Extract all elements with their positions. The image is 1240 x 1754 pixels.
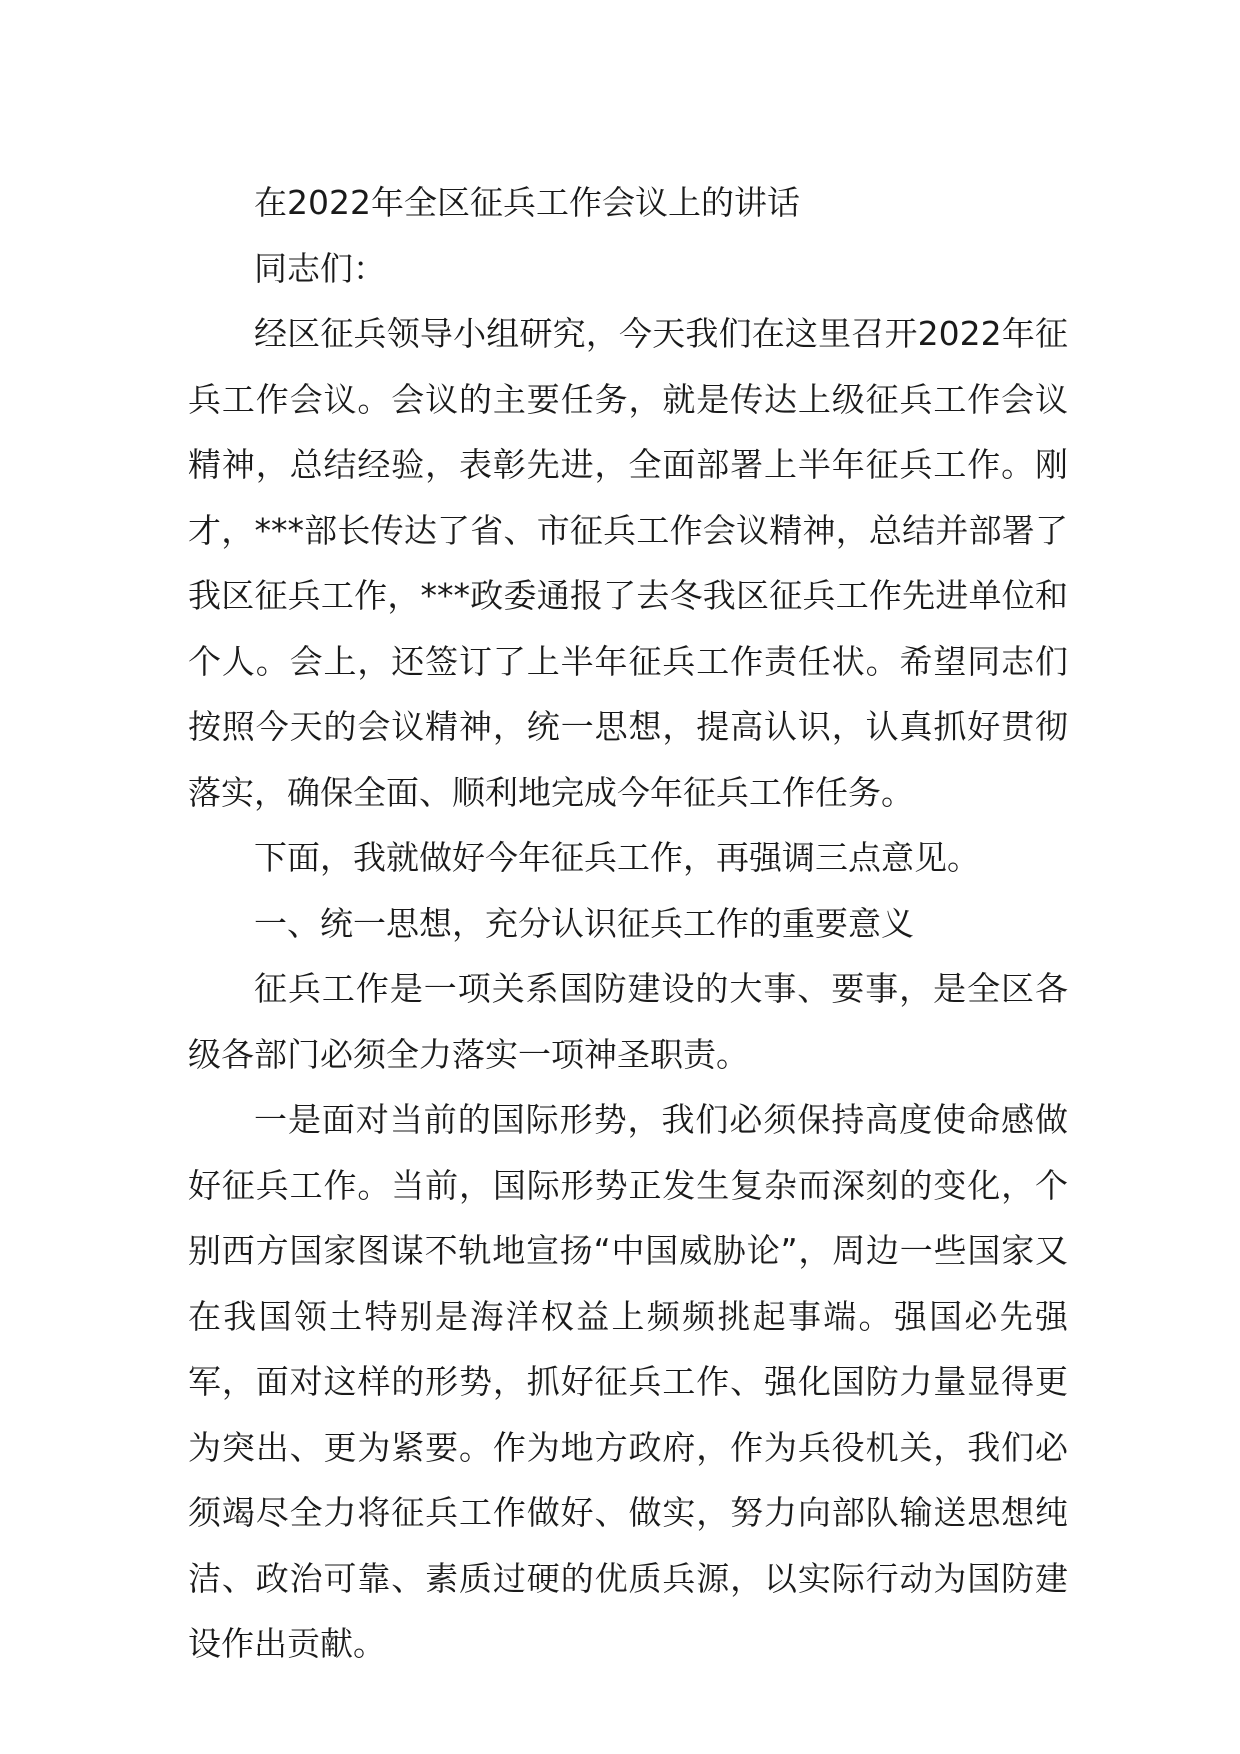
paragraph-line: 素质过硬的优质兵源，以实际行动为国防建设作出贡献。 <box>188 1558 1069 1663</box>
body-paragraph <box>188 825 1068 891</box>
paragraph-line: 下面，我就做好今年征兵工作，再强调三点意见。 <box>254 838 980 877</box>
body-paragraph <box>188 891 1068 957</box>
paragraph-line: 国领土特别是海洋权益上频频挑起事端。强国必先强军，面对 <box>188 1296 1069 1401</box>
paragraph-line: 作，***政委通报了去冬我区征兵工作先进单位和个人。会上， <box>188 576 1069 681</box>
paragraph-line: 征兵工作是一项关系国防建设的大事、要事，是全区各级 <box>188 969 1068 1074</box>
greeting: 同志们： <box>254 248 386 288</box>
paragraph-line: 各部门必须全力落实一项神圣职责。 <box>221 1034 749 1074</box>
paragraph-line: 还签订了上半年征兵工作责任状。希望同志们按照今天的会议 <box>188 641 1069 746</box>
paragraph-line: 为紧要。作为地方政府，作为兵役机关，我们必须竭尽全力将 <box>188 1427 1069 1532</box>
speech-title: 在2022年全区征兵工作会议上的讲话 <box>254 183 800 222</box>
body-paragraph <box>188 1087 1068 1677</box>
paragraph-line: 一是面对当前的国际形势，我们必须保持高度使命感做好 <box>188 1100 1068 1205</box>
body-paragraph <box>188 301 1068 825</box>
paragraph-line: 一、统一思想，充分认识征兵工作的重要意义 <box>254 903 914 943</box>
paragraph-line: 长传达了省、市征兵工作会议精神，总结并部署了我区征兵工 <box>188 510 1069 615</box>
paragraph-list <box>188 301 1068 1677</box>
paragraph-line: 征兵工作。当前，国际形势正发生复杂而深刻的变化，个别西 <box>188 1165 1069 1270</box>
paragraph-line: 方国家图谋不轨地宣扬“中国威胁论”，周边一些国家又在我 <box>188 1231 1068 1336</box>
paragraph-line: 总结经验，表彰先进，全面部署上半年征兵工作。刚才，***部 <box>188 445 1069 550</box>
paragraph-line: 这样的形势，抓好征兵工作、强化国防力量显得更为突出、更 <box>188 1362 1069 1467</box>
paragraph-line: 工作会议。会议的主要任务，就是传达上级征兵工作会议精神， <box>188 379 1069 484</box>
paragraph-line: 征兵工作做好、做实，努力向部队输送思想纯洁、政治可靠、 <box>188 1493 1069 1598</box>
document-body <box>188 170 1068 1677</box>
body-paragraph <box>188 956 1068 1087</box>
paragraph-line: 精神，统一思想，提高认识，认真抓好贯彻落实，确保全面、 <box>188 707 1069 812</box>
paragraph-line: 顺利地完成今年征兵工作任务。 <box>452 772 914 812</box>
paragraph-line: 经区征兵领导小组研究，今天我们在这里召开2022年征兵 <box>188 314 1068 419</box>
